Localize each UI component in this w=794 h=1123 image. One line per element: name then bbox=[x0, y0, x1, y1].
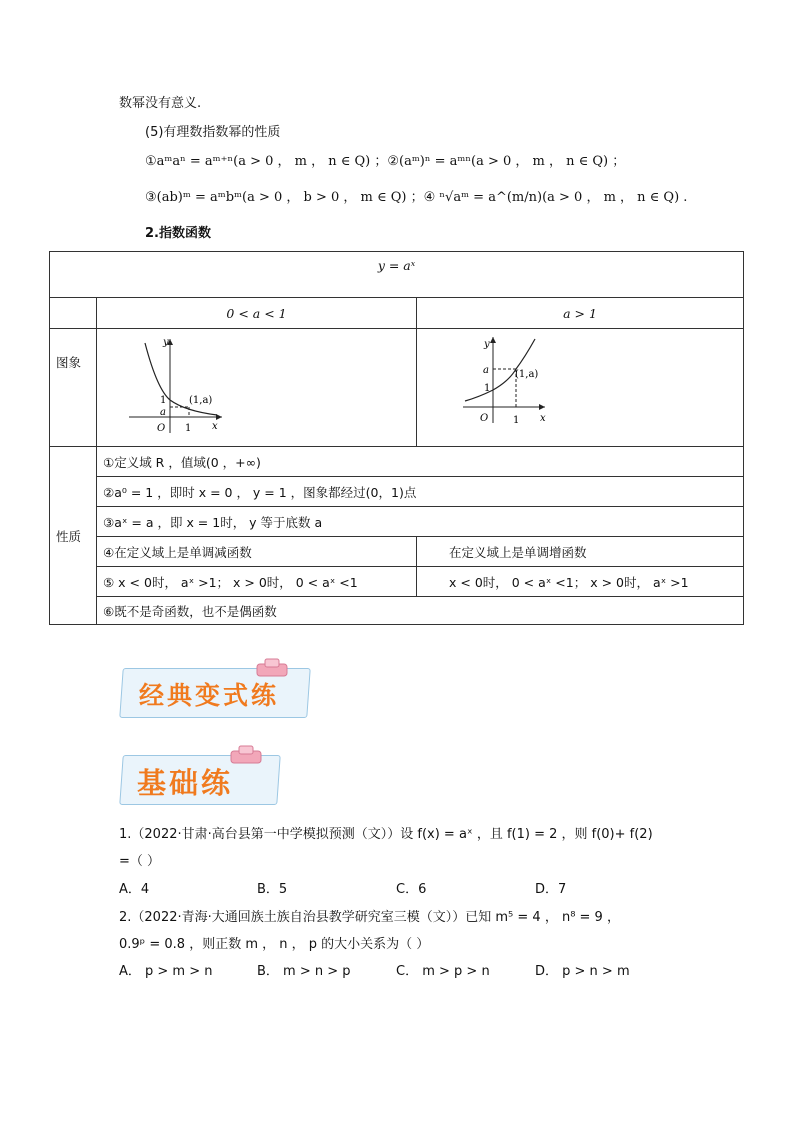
one-y-label: 1 bbox=[484, 383, 491, 394]
question-2-stem: 2.（2022·青海·大通回族土族自治县教学研究室三模（文））已知 m⁵ = 4 ， n⁸ = 9 ， bbox=[119, 910, 620, 925]
origin-label: O bbox=[480, 413, 489, 424]
property-6: ⑥既不是奇函数，也不是偶函数 bbox=[97, 597, 744, 625]
rational-exponent-heading: (5)有理数指数幂的性质 bbox=[145, 125, 281, 140]
x-axis-arrow bbox=[539, 404, 545, 410]
graph-cell-decreasing bbox=[97, 329, 417, 447]
point-label: (1,a) bbox=[189, 395, 213, 406]
option-b[interactable]: B． m > n > p bbox=[257, 964, 351, 979]
y-axis-label: y bbox=[484, 339, 490, 350]
question-2-options bbox=[119, 963, 679, 981]
column-header-0-lt-a-lt-1: 0 < a < 1 bbox=[97, 298, 417, 329]
column-header-a-gt-1: a > 1 bbox=[417, 298, 744, 329]
row-label-properties: 性质 bbox=[50, 447, 97, 625]
question-1-options bbox=[119, 881, 679, 899]
a-label: a bbox=[483, 365, 489, 376]
point-label: (1,a) bbox=[515, 369, 539, 380]
banner-variant-practice-label: 经典变式练 bbox=[139, 681, 280, 710]
decreasing-exponential-graph bbox=[97, 329, 416, 443]
table-header-formula: y = aˣ bbox=[50, 252, 744, 298]
question-1-stem: 1.（2022·甘肃·高台县第一中学模拟预测（文））设 f(x) = aˣ ，且 f(1) = 2 ，则 f(0)+ f(2) bbox=[119, 827, 653, 842]
question-1-stem-cont: =（ ） bbox=[119, 854, 161, 869]
option-a[interactable]: A．4 bbox=[119, 882, 150, 897]
banner-basic-practice bbox=[117, 745, 287, 807]
table-blank-cell bbox=[50, 298, 97, 329]
option-c[interactable]: C．6 bbox=[396, 882, 427, 897]
row-label-graph: 图象 bbox=[50, 329, 97, 447]
one-x-label: 1 bbox=[513, 415, 520, 426]
y-axis-arrow bbox=[490, 337, 496, 343]
a-label: a bbox=[160, 407, 166, 418]
property-2: ②a⁰ = 1 ，即时 x = 0 ， y = 1 ，图象都经过(0，1)点 bbox=[97, 477, 744, 507]
intro-text: 数幂没有意义. bbox=[119, 96, 202, 111]
banner-variant-practice bbox=[117, 658, 317, 720]
rational-exponent-line2: ③(ab)ᵐ = aᵐbᵐ(a > 0 ， b > 0 ， m ∈ Q) ；④ ⁿ√aᵐ = a^(m/n)(a > 0 ， m ， n ∈ Q) . bbox=[145, 190, 688, 205]
property-1: ①定义域 R ，值域(0 ，+∞) bbox=[97, 447, 744, 477]
graph-cell-increasing bbox=[417, 329, 744, 447]
one-y-label: 1 bbox=[160, 395, 167, 406]
x-axis-label: x bbox=[540, 413, 546, 424]
option-b[interactable]: B．5 bbox=[257, 882, 288, 897]
property-4-decreasing: ④在定义域上是单调减函数 bbox=[97, 537, 417, 567]
property-3: ③aˣ = a ，即 x = 1时， y 等于底数 a bbox=[97, 507, 744, 537]
exponential-function-table bbox=[49, 251, 744, 625]
option-d[interactable]: D．7 bbox=[535, 882, 567, 897]
banner-basic-practice-label: 基础练 bbox=[137, 766, 234, 800]
origin-label: O bbox=[157, 423, 166, 434]
x-axis-label: x bbox=[212, 421, 218, 432]
option-c[interactable]: C． m > p > n bbox=[396, 964, 490, 979]
increasing-exponential-graph bbox=[417, 329, 743, 443]
y-axis-label: y bbox=[163, 337, 169, 348]
option-d[interactable]: D． p > n > m bbox=[535, 964, 630, 979]
section-title-exponential-function: 2.指数函数 bbox=[145, 226, 211, 241]
question-2-stem-cont: 0.9ᵖ = 0.8 ，则正数 m ， n ， p 的大小关系为（ ） bbox=[119, 937, 430, 952]
rational-exponent-line1: ①aᵐaⁿ = aᵐ⁺ⁿ(a > 0 ， m ， n ∈ Q) ；②(aᵐ)ⁿ = aᵐⁿ(a > 0 ， m ， n ∈ Q) ； bbox=[145, 154, 626, 169]
option-a[interactable]: A． p > m > n bbox=[119, 964, 213, 979]
property-4-increasing: 在定义域上是单调增函数 bbox=[417, 537, 744, 567]
paper-clip-icon bbox=[229, 745, 265, 767]
one-x-label: 1 bbox=[185, 423, 192, 434]
property-5-right: x < 0时， 0 < aˣ <1； x > 0时， aˣ >1 bbox=[417, 567, 744, 597]
property-5-left: ⑤ x < 0时， aˣ >1； x > 0时， 0 < aˣ <1 bbox=[97, 567, 417, 597]
